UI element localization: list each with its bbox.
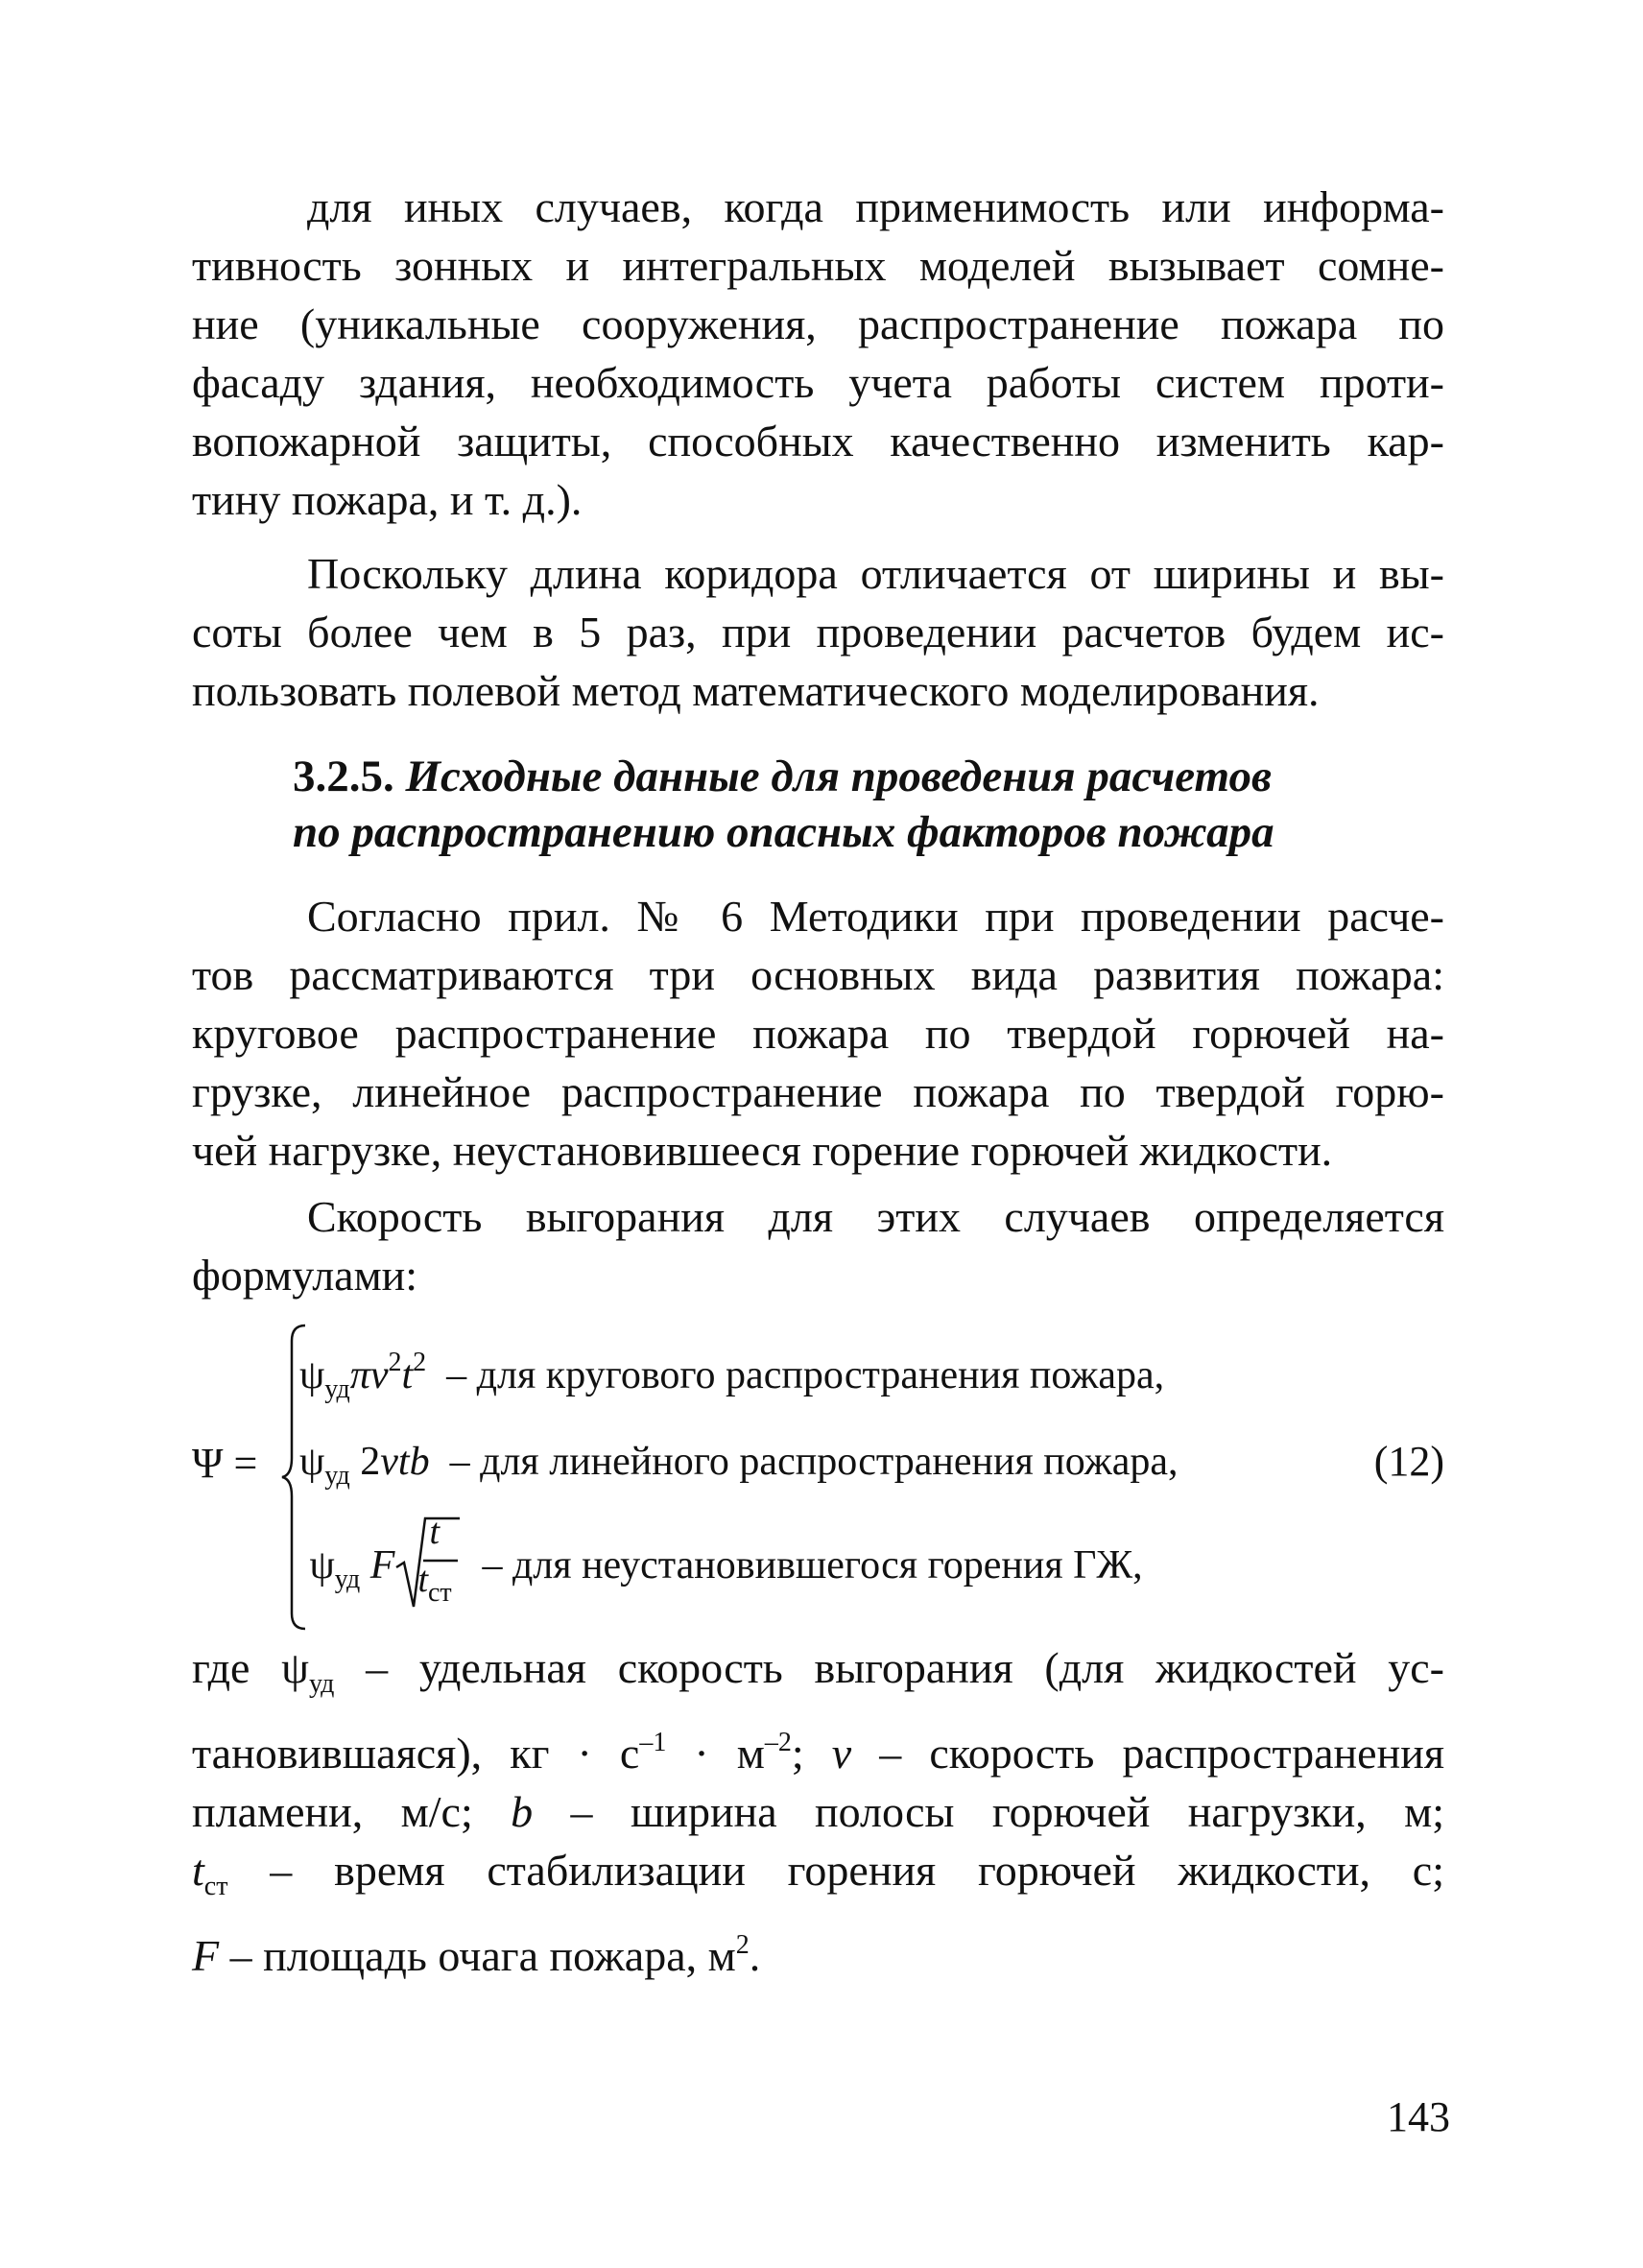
subscript: ст (203, 1872, 228, 1901)
text-line: Согласно прил. № 6 Методики при проведении расче- (307, 892, 1444, 941)
text-run: ; (791, 1729, 832, 1778)
superscript: –2 (764, 1728, 792, 1757)
text-line: пользовать полевой метод математического моделирования. (192, 666, 1320, 715)
text-line: грузке, линейное распространение пожара по твердой горю- (192, 1067, 1444, 1116)
text-line: Поскольку длина коридора отличается от ширины и вы- (307, 549, 1444, 598)
var-t: t (401, 1353, 414, 1397)
fraction-denominator (417, 1559, 451, 1609)
paragraph-method (192, 544, 1444, 720)
text-line (192, 1638, 1444, 1713)
formula-row-text: – для кругового распространения пожара, (446, 1353, 1165, 1397)
var-t: t (192, 1846, 204, 1895)
text-line: тов рассматриваются три основных вида развития пожара: (192, 950, 1444, 999)
superscript: 2 (413, 1348, 427, 1377)
var-F: F (369, 1543, 395, 1588)
formula-row-text: – для линейного распространения пожара, (449, 1440, 1179, 1484)
page-body (192, 178, 1444, 1985)
formula-row-liquid (299, 1512, 1143, 1616)
paragraph-formulas-intro (192, 1187, 1444, 1304)
text-run: – ширина полосы горючей нагрузки, м; (533, 1787, 1444, 1836)
text-run: – время стабилизации горения горючей жидкости, с; (227, 1846, 1444, 1895)
text-run: – площадь очага пожара, м (219, 1931, 736, 1980)
text-run: где ψ (192, 1643, 309, 1692)
text-run: · м (666, 1729, 765, 1778)
formula-row-linear (299, 1439, 1179, 1492)
heading-line-2: по распространению опасных факторов пожара (293, 807, 1274, 857)
var-t: t (417, 1560, 428, 1600)
page-number: 143 (1387, 2093, 1450, 2140)
var-F: F (192, 1931, 220, 1980)
fraction-numerator: t (429, 1512, 440, 1552)
paragraph-legend (192, 1638, 1444, 1985)
superscript: –1 (639, 1728, 667, 1757)
square-root (394, 1512, 462, 1616)
superscript: 2 (735, 1930, 750, 1960)
text-line: Скорость выгорания для этих случаев определяется (307, 1192, 1444, 1241)
text-line: ние (уникальные сооружения, распространение пожара по (192, 299, 1444, 348)
text-run: тановившаяся), кг · с (192, 1729, 640, 1778)
var-b: b (511, 1787, 534, 1836)
psi-symbol: ψ (299, 1440, 325, 1484)
text-run: пламени, м/с; (192, 1787, 512, 1836)
text-line: формулами: (192, 1251, 418, 1300)
text-run: – скорость распространения (851, 1729, 1444, 1778)
text-line: фасаду здания, необходимость учета работы систем проти- (192, 358, 1444, 407)
text-line: для иных случаев, когда применимость или информа- (307, 182, 1444, 231)
subscript: ст (428, 1578, 452, 1608)
heading-line-1 (293, 749, 1444, 804)
pi-symbol: π (349, 1353, 370, 1397)
text-line (192, 1782, 1444, 1841)
text-run: . (749, 1931, 761, 1980)
subscript: уд (324, 1461, 350, 1491)
psi-symbol: ψ (299, 1353, 325, 1397)
text-line (192, 1841, 1444, 1916)
text-line: вопожарной защиты, способных качественно изменить кар- (192, 417, 1444, 466)
text-line (192, 1713, 1444, 1782)
var-vtb: vtb (380, 1440, 430, 1484)
text-line: тивность зонных и интегральных моделей вызывает сомне- (192, 241, 1444, 290)
var-v: v (831, 1729, 852, 1778)
heading-title-1: Исходные данные для проведения расчетов (405, 752, 1272, 801)
coefficient: 2 (360, 1440, 381, 1484)
formula-row-text: – для неустановившегося горения ГЖ, (482, 1543, 1143, 1588)
paragraph-methodology (192, 887, 1444, 1180)
text-line: соты более чем в 5 раз, при проведении расчетов будем ис- (192, 608, 1444, 657)
formula-12 (192, 1314, 1444, 1631)
text-line: чей нагрузке, неустановившееся горение горючей жидкости. (192, 1126, 1333, 1175)
superscript: 2 (388, 1348, 402, 1377)
text-line: тину пожара, и т. д.). (192, 475, 583, 524)
section-number: 3.2.5. (293, 752, 394, 801)
formula-lhs: Ψ = (192, 1440, 258, 1487)
text-line (192, 1916, 1444, 1985)
psi-symbol: ψ (309, 1543, 335, 1588)
equation-number: (12) (1373, 1438, 1444, 1485)
text-line: круговое распространение пожара по твердой горючей на- (192, 1009, 1444, 1058)
subscript: уд (308, 1669, 335, 1699)
subscript: уд (324, 1374, 350, 1404)
subscript: уд (334, 1564, 361, 1594)
formula-row-circular (299, 1348, 1164, 1405)
text-run: – удельная скорость выгорания (для жидкостей ус- (334, 1643, 1444, 1692)
paragraph-continuation (192, 178, 1444, 529)
var-v: v (369, 1353, 389, 1397)
section-heading (192, 749, 1444, 860)
